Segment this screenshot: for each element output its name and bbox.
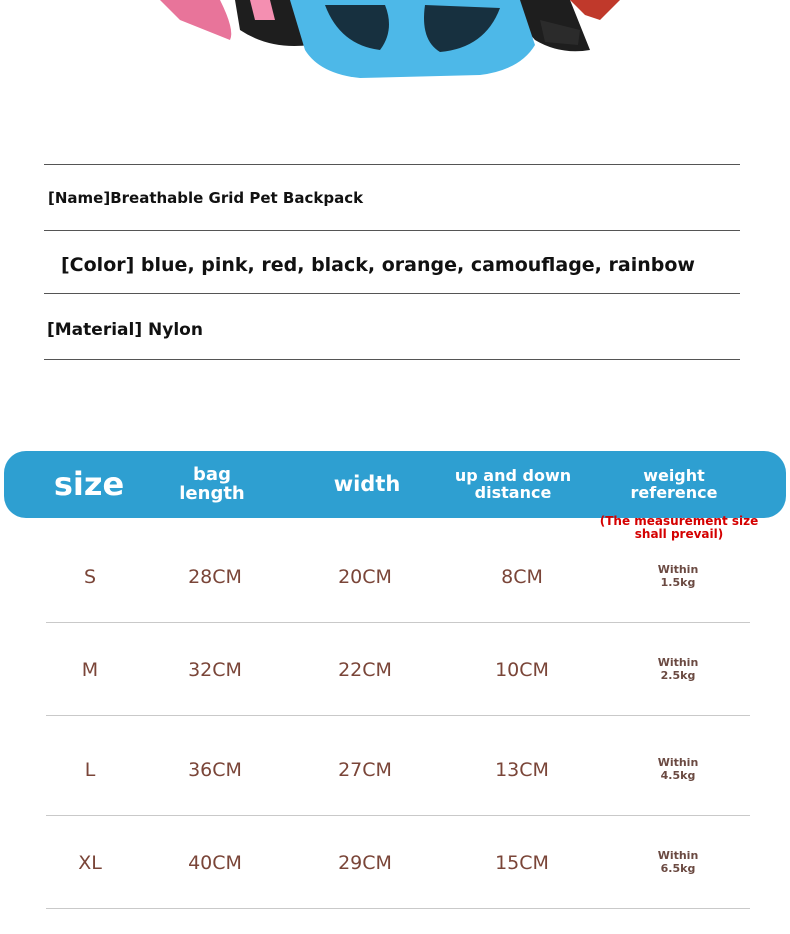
cell-size: L bbox=[84, 758, 96, 781]
cell-bag-length: 36CM bbox=[188, 758, 242, 781]
header-weight: weight reference bbox=[630, 465, 718, 502]
cell-distance: 8CM bbox=[501, 565, 543, 588]
divider bbox=[44, 230, 740, 231]
measurement-note: (The measurement size shall prevail) bbox=[599, 514, 759, 541]
table-row bbox=[0, 623, 790, 716]
cell-weight: Within 4.5kg bbox=[657, 755, 699, 782]
cell-distance: 15CM bbox=[495, 851, 549, 874]
row-divider bbox=[46, 908, 750, 909]
header-distance: up and down distance bbox=[454, 465, 572, 502]
cell-width: 29CM bbox=[338, 851, 392, 874]
table-row bbox=[0, 816, 790, 909]
size-table-header bbox=[4, 451, 786, 518]
header-bag-length: bag length bbox=[179, 463, 245, 504]
cell-bag-length: 32CM bbox=[188, 658, 242, 681]
cell-bag-length: 40CM bbox=[188, 851, 242, 874]
header-size: size bbox=[53, 464, 125, 503]
divider bbox=[44, 359, 740, 360]
cell-weight: Within 6.5kg bbox=[657, 848, 699, 875]
cell-bag-length: 28CM bbox=[188, 565, 242, 588]
header-width: width bbox=[333, 472, 401, 497]
cell-weight: Within 2.5kg bbox=[657, 655, 699, 682]
cell-width: 27CM bbox=[338, 758, 392, 781]
product-name: [Name]Breathable Grid Pet Backpack bbox=[48, 189, 364, 207]
product-colors: [Color] blue, pink, red, black, orange, camouflage, rainbow bbox=[61, 254, 695, 276]
divider bbox=[44, 293, 740, 294]
table-row bbox=[0, 723, 790, 816]
table-row bbox=[0, 530, 790, 623]
cell-width: 20CM bbox=[338, 565, 392, 588]
cell-size: M bbox=[81, 658, 99, 681]
product-material: [Material] Nylon bbox=[47, 320, 203, 340]
divider bbox=[44, 164, 740, 165]
product-photo bbox=[140, 0, 640, 85]
cell-weight: Within 1.5kg bbox=[657, 562, 699, 589]
cell-size: XL bbox=[78, 851, 102, 874]
cell-distance: 13CM bbox=[495, 758, 549, 781]
cell-size: S bbox=[83, 565, 97, 588]
cell-width: 22CM bbox=[338, 658, 392, 681]
row-divider bbox=[46, 715, 750, 716]
cell-distance: 10CM bbox=[495, 658, 549, 681]
